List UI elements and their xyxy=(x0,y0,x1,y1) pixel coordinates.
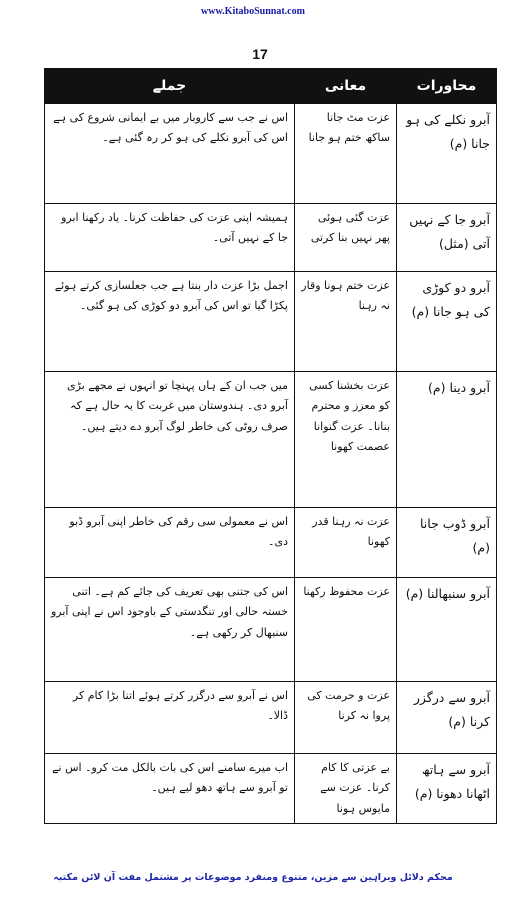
sentence-cell: ہمیشہ اپنی عزت کی حفاظت کرنا۔ یاد رکھنا ابرو جا کے نہیں آتی۔ xyxy=(45,204,295,272)
sentence-cell: میں جب ان کے ہاں پہنچا تو انہوں نے مجھے بڑی آبرو دی۔ ہندوستان میں غربت کا یہ حال ہے کہ صرف روٹی کی خاطر لوگ آبرو دے دیتے ہیں۔ xyxy=(45,372,295,508)
idiom-cell: آبرو دو کوڑی کی ہو جانا (م) xyxy=(397,272,497,372)
idiom-cell: آبرو جا کے نہیں آتی (مثل) xyxy=(397,204,497,272)
sentence-cell: اس نے جب سے کاروبار میں بے ایمانی شروع کی ہے اس کی آبرو نکلے کی ہو کر رہ گئی ہے۔ xyxy=(45,104,295,204)
table-row xyxy=(45,372,497,508)
table-row xyxy=(45,754,497,824)
idiom-cell: آبرو ڈوب جانا (م) xyxy=(397,508,497,578)
table-header-row xyxy=(45,69,497,104)
meaning-cell: عزت و حرمت کی پروا نہ کرنا xyxy=(295,682,397,754)
table-row xyxy=(45,508,497,578)
header-sentences: جملے xyxy=(45,69,295,104)
sentence-cell: اس نے آبرو سے درگزر کرتے ہوئے اتنا بڑا کام کر ڈالا۔ xyxy=(45,682,295,754)
idiom-cell: آبرو سے ہاتھ اٹھانا دھونا (م) xyxy=(397,754,497,824)
sentence-cell: اس نے معمولی سی رقم کی خاطر اپنی آبرو ڈبو دی۔ xyxy=(45,508,295,578)
header-meanings: معانی xyxy=(295,69,397,104)
idiom-cell: آبرو سے درگزر کرنا (م) xyxy=(397,682,497,754)
meaning-cell: عزت محفوظ رکھنا xyxy=(295,578,397,682)
idiom-cell: آبرو نکلے کی ہو جانا (م) xyxy=(397,104,497,204)
table-row xyxy=(45,104,497,204)
meaning-cell: عزت گئی ہوئی پھر نہیں بنا کرتی xyxy=(295,204,397,272)
sentence-cell: اس کی جتنی بھی تعریف کی جائے کم ہے۔ اتنی خستہ حالی اور تنگدستی کے باوجود اس نے اپنی آبرو سنبھال کر رکھی ہے۔ xyxy=(45,578,295,682)
meaning-cell: بے عزتی کا کام کرنا۔ عزت سے مایوس ہونا xyxy=(295,754,397,824)
idiom-cell: آبرو سنبھالنا (م) xyxy=(397,578,497,682)
table-row xyxy=(45,272,497,372)
site-url[interactable]: www.KitaboSunnat.com xyxy=(201,6,305,17)
header-idioms: محاورات xyxy=(397,69,497,104)
idioms-table xyxy=(44,68,497,824)
meaning-cell: عزت بخشنا کسی کو معزز و محترم بنانا۔ عزت گنوانا عصمت کھونا xyxy=(295,372,397,508)
sentence-cell: اجمل بڑا عزت دار بنتا ہے جب جعلسازی کرتے ہوئے پکڑا گیا تو اس کی آبرو دو کوڑی کی ہو گئی۔ xyxy=(45,272,295,372)
idiom-cell: آبرو دینا (م) xyxy=(397,372,497,508)
table-row xyxy=(45,578,497,682)
page-number: 17 xyxy=(252,46,268,62)
footer-banner: محکم دلائل وبراہین سے مزین، متنوع ومنفرد موضوعات پر مشتمل مفت آن لائن مکتبہ xyxy=(53,872,453,883)
table-row xyxy=(45,682,497,754)
meaning-cell: عزت مٹ جانا ساکھ ختم ہو جانا xyxy=(295,104,397,204)
meaning-cell: عزت ختم ہونا وقار نہ رہنا xyxy=(295,272,397,372)
meaning-cell: عزت نہ رہنا قدر کھونا xyxy=(295,508,397,578)
sentence-cell: اب میرے سامنے اس کی بات بالکل مت کرو۔ اس نے تو آبرو سے ہاتھ دھو لیے ہیں۔ xyxy=(45,754,295,824)
table-row xyxy=(45,204,497,272)
